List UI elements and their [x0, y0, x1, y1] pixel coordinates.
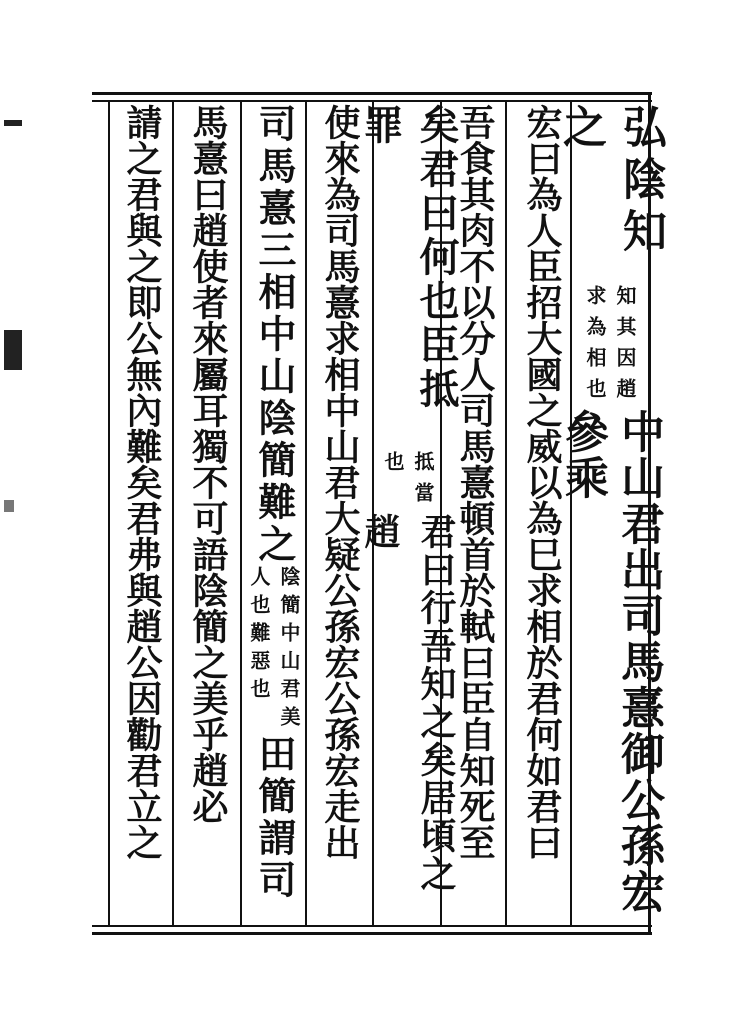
text-column-4	[357, 104, 460, 924]
annotation-line: 知其因趙	[613, 285, 637, 410]
margin-mark-top	[4, 120, 22, 126]
main-text: 請之君與之即公無內難矣君弗與趙公因勸君立之	[121, 104, 163, 860]
text-column-8	[110, 104, 174, 924]
text-column-7	[176, 104, 240, 924]
annotation-line: 也	[381, 450, 405, 482]
bottom-rule-outer	[92, 932, 652, 935]
annotation-line: 人也難惡也	[247, 566, 271, 706]
main-text: 使來為司馬憙求相中山君大疑公孫宏公孫宏走出	[319, 104, 361, 860]
margin-mark-black-tab	[4, 330, 22, 370]
top-rule-outer	[92, 92, 652, 95]
annotation-line: 抵當	[411, 450, 435, 513]
main-text: 司馬憙三相中山陰簡難之	[252, 104, 297, 566]
annotation	[246, 566, 302, 734]
annotation	[380, 451, 436, 513]
margin-mark-lower	[4, 500, 14, 512]
main-text: 吾食其肉不以分人司馬憙頓首於軾曰臣自知死至	[454, 104, 496, 860]
main-text: 中山君出司馬憙御公孫宏參乘	[557, 409, 664, 916]
main-text: 弘陰知之	[555, 104, 666, 260]
annotation-line: 求為相也	[583, 285, 607, 410]
main-text: 田簡謂司	[252, 734, 297, 902]
bottom-rule-inner	[92, 925, 652, 927]
main-text: 矣君曰何也臣抵罪	[357, 104, 460, 412]
text-column-1	[555, 104, 666, 924]
main-text: 宏曰為人臣招大國之威以為巳求相於君何如君曰	[521, 104, 563, 860]
main-text: 馬憙曰趙使者來屬耳獨不可語陰簡之美乎趙必	[187, 104, 229, 824]
text-column-6	[242, 104, 306, 924]
text-column-5	[308, 104, 372, 924]
main-text: 君曰行吾知之矣居頃之趙	[359, 512, 457, 893]
text-column-2	[510, 104, 574, 924]
annotation-line: 陰簡中山君美	[277, 566, 301, 734]
annotation	[582, 285, 638, 409]
